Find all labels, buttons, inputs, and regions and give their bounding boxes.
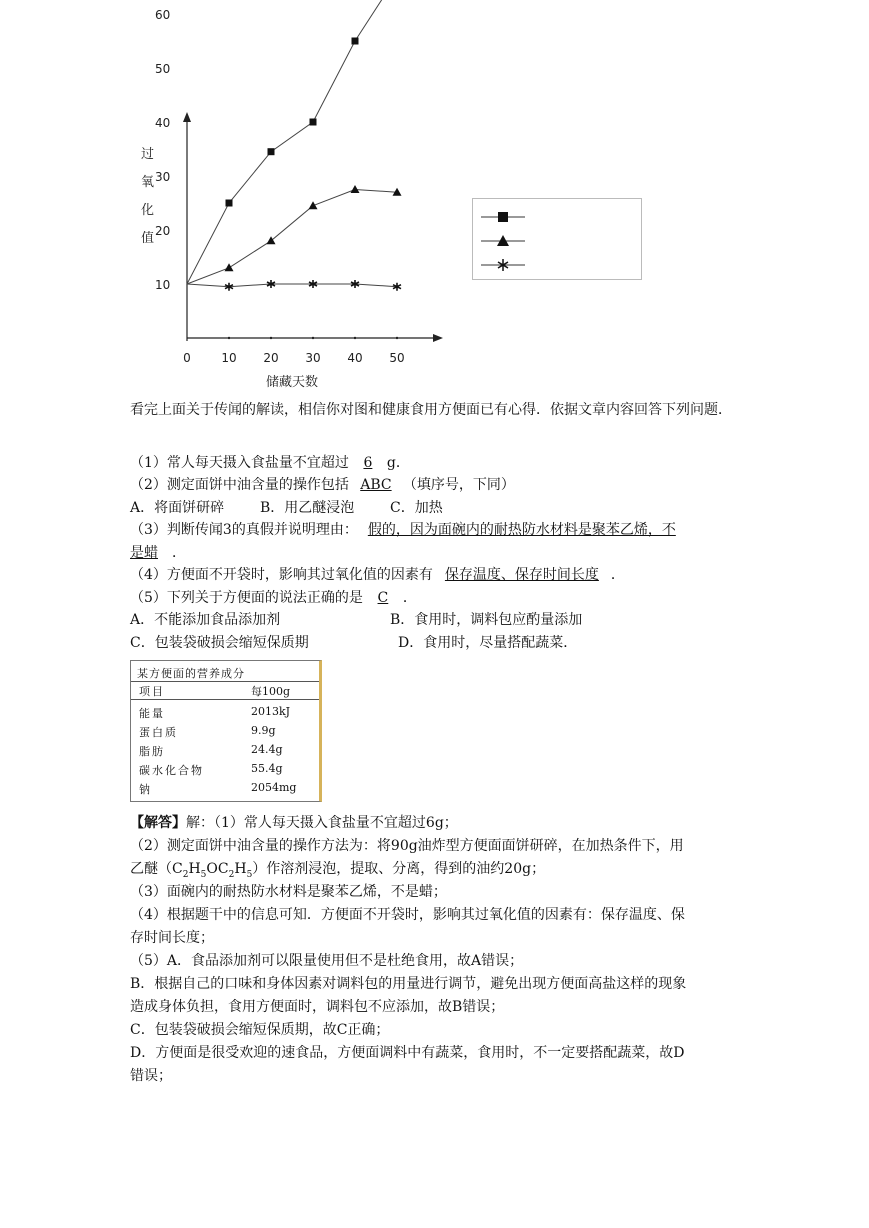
row-label: 蛋白质 bbox=[139, 726, 178, 739]
star-marker-icon bbox=[481, 255, 531, 275]
data-point-square bbox=[226, 200, 233, 207]
data-point-square bbox=[352, 38, 359, 45]
y-tick-label: 30 bbox=[155, 170, 171, 184]
question-2-options bbox=[130, 497, 443, 517]
q3-answer-line2: 是蜡 bbox=[130, 545, 158, 561]
q3-answer-line1: 假的，因为面碗内的耐热防水材料是聚苯乙烯，不 bbox=[367, 522, 676, 538]
q2-option-c: C．加热 bbox=[390, 500, 443, 516]
x-tick-label: 20 bbox=[263, 351, 279, 365]
legend-entry-triangle bbox=[473, 231, 641, 251]
y-tick-label: 10 bbox=[155, 278, 171, 292]
legend-entry-square bbox=[473, 207, 641, 227]
data-point-triangle bbox=[225, 263, 234, 271]
row-label: 能量 bbox=[139, 707, 165, 720]
header-item: 项目 bbox=[139, 685, 165, 698]
y-tick-label: 20 bbox=[155, 224, 171, 238]
q4-end: ． bbox=[610, 567, 625, 583]
table-divider bbox=[131, 699, 319, 700]
row-value: 9.9g bbox=[251, 724, 276, 737]
question-2 bbox=[130, 474, 515, 494]
q5-answer: C bbox=[377, 590, 389, 606]
y-axis-label-char: 过 bbox=[141, 147, 155, 162]
q5-end: ． bbox=[402, 590, 417, 606]
chart-svg bbox=[125, 8, 465, 395]
y-tick-label: 40 bbox=[155, 116, 171, 130]
data-point-triangle bbox=[351, 185, 360, 193]
question-5-options-cd bbox=[130, 632, 578, 652]
row-value: 55.4g bbox=[251, 762, 283, 775]
sub-1: 2 bbox=[182, 869, 189, 880]
question-5 bbox=[130, 587, 417, 607]
header-per-100g: 每100g bbox=[251, 685, 291, 698]
q4-answer: 保存温度、保存时间长度 bbox=[444, 567, 599, 583]
data-point-triangle bbox=[309, 201, 318, 209]
row-label: 碳水化合物 bbox=[139, 764, 204, 777]
q2-option-a: A．将面饼研碎 bbox=[130, 500, 225, 516]
series-line-square bbox=[187, 0, 397, 284]
y-tick-label: 50 bbox=[155, 62, 171, 76]
triangle-marker-icon bbox=[481, 231, 531, 251]
answer-5b-1: B．根据自己的口味和身体因素对调料包的用量进行调节，避免出现方便面高盐这样的现象 bbox=[130, 976, 687, 992]
q5-option-d: D．食用时，尽量搭配蔬菜． bbox=[398, 635, 578, 651]
square-marker-icon bbox=[481, 207, 531, 227]
q5-option-c: C．包装袋破损会缩短保质期 bbox=[130, 635, 309, 651]
question-4 bbox=[130, 564, 625, 584]
table-row bbox=[131, 781, 319, 799]
question-3-cont bbox=[130, 542, 186, 562]
intro-paragraph: 看完上面关于传闻的解读，相信你对图和健康食用方便面已有心得．依据文章内容回答下列问题． bbox=[130, 402, 732, 418]
q2-option-b: B．用乙醚浸泡 bbox=[260, 500, 355, 516]
answer-5d-1: D．方便面是很受欢迎的速食品，方便面调料中有蔬菜，食用时，不一定要搭配蔬菜，故D bbox=[130, 1045, 685, 1061]
answer-label: 【解答】 bbox=[130, 815, 186, 831]
row-value: 2013kJ bbox=[251, 705, 291, 718]
y-axis-label-char: 化 bbox=[141, 203, 155, 218]
answer-2b bbox=[130, 858, 545, 880]
data-point-triangle bbox=[267, 236, 276, 244]
y-tick-label: 60 bbox=[155, 8, 171, 22]
answer-5c: C．包装袋破损会缩短保质期，故C正确； bbox=[130, 1022, 390, 1038]
series-line-star bbox=[187, 284, 397, 287]
table-row bbox=[131, 762, 319, 780]
table-row bbox=[131, 705, 319, 723]
question-3 bbox=[130, 519, 676, 539]
y-axis-label-char: 氧 bbox=[141, 175, 155, 190]
answer-4b: 存时间长度； bbox=[130, 930, 214, 946]
series-line-triangle bbox=[187, 190, 397, 285]
answer-3: （3）面碗内的耐热防水材料是聚苯乙烯，不是蜡； bbox=[130, 884, 447, 900]
row-value: 24.4g bbox=[251, 743, 283, 756]
x-tick-dot bbox=[354, 337, 356, 339]
x-tick-label: 40 bbox=[347, 351, 363, 365]
q5-option-b: B．食用时，调料包应酌量添加 bbox=[390, 612, 583, 628]
answer-5d-2: 错误； bbox=[130, 1068, 172, 1084]
answer-5: （5）A．食品添加剂可以限量使用但不是杜绝食用，故A错误； bbox=[130, 953, 524, 969]
x-axis-label: 储藏天数 bbox=[265, 375, 319, 390]
chart-legend bbox=[472, 198, 642, 280]
row-label: 脂肪 bbox=[139, 745, 165, 758]
x-tick-label: 0 bbox=[183, 351, 191, 365]
q5-text: （5）下列关于方便面的说法正确的是 bbox=[130, 590, 363, 606]
answer-2a: （2）测定面饼中油含量的操作方法为：将90g油炸型方便面面饼研碎，在加热条件下，用 bbox=[130, 838, 684, 854]
sub-2: 5 bbox=[200, 869, 207, 880]
data-point-square bbox=[268, 148, 275, 155]
x-tick-label: 50 bbox=[389, 351, 405, 365]
x-axis-arrow-icon bbox=[433, 334, 443, 342]
answer-4a: （4）根据题干中的信息可知．方便面不开袋时，影响其过氧化值的因素有：保存温度、保 bbox=[130, 907, 685, 923]
question-1 bbox=[130, 452, 410, 472]
x-tick-dot bbox=[270, 337, 272, 339]
question-5-options-ab bbox=[130, 609, 583, 629]
q2-text: （2）测定面饼中油含量的操作包括 bbox=[130, 477, 349, 493]
sub-4: 5 bbox=[246, 869, 253, 880]
answer-5b-2: 造成身体负担，食用方便面时，调料包不应添加，故B错误； bbox=[130, 999, 505, 1015]
formula-h: H bbox=[188, 861, 201, 877]
y-axis-label-char: 值 bbox=[141, 231, 155, 246]
formula-prefix: 乙醚（C bbox=[130, 861, 183, 877]
x-tick-label: 10 bbox=[221, 351, 237, 365]
peroxide-chart bbox=[125, 8, 465, 395]
table-divider bbox=[131, 681, 319, 682]
formula-oc: OC bbox=[206, 861, 229, 877]
q1-answer: 6 bbox=[363, 455, 373, 471]
q4-text: （4）方便面不开袋时，影响其过氧化值的因素有 bbox=[130, 567, 433, 583]
answer-1-text: 解：（1）常人每天摄入食盐量不宜超过6g； bbox=[186, 815, 458, 831]
formula-h2: H bbox=[234, 861, 247, 877]
q3-text: （3）判断传闻3的真假并说明理由： bbox=[130, 522, 358, 538]
sub-3: 2 bbox=[228, 869, 235, 880]
q5-option-a: A．不能添加食品添加剂 bbox=[130, 612, 281, 628]
q2-note: （填序号，下同） bbox=[402, 477, 515, 493]
x-tick-label: 30 bbox=[305, 351, 321, 365]
table-row bbox=[131, 724, 319, 742]
answer-1 bbox=[130, 812, 458, 832]
row-label: 钠 bbox=[139, 783, 152, 796]
formula-suffix: ）作溶剂浸泡，提取、分离，得到的油约20g； bbox=[252, 861, 546, 877]
nutrition-title: 某方便面的营养成分 bbox=[137, 667, 245, 680]
x-tick-dot bbox=[228, 337, 230, 339]
q3-end: ． bbox=[172, 545, 186, 561]
q1-text: （1）常人每天摄入食盐量不宜超过 bbox=[130, 455, 349, 471]
nutrition-table bbox=[130, 660, 322, 802]
legend-entry-star bbox=[473, 255, 641, 275]
q1-unit: g． bbox=[386, 455, 410, 471]
x-tick-dot bbox=[396, 337, 398, 339]
x-tick-dot bbox=[312, 337, 314, 339]
row-value: 2054mg bbox=[251, 781, 297, 794]
table-row bbox=[131, 743, 319, 761]
y-axis-arrow-icon bbox=[183, 112, 191, 122]
q2-answer: ABC bbox=[360, 477, 392, 493]
data-point-square bbox=[310, 119, 317, 126]
